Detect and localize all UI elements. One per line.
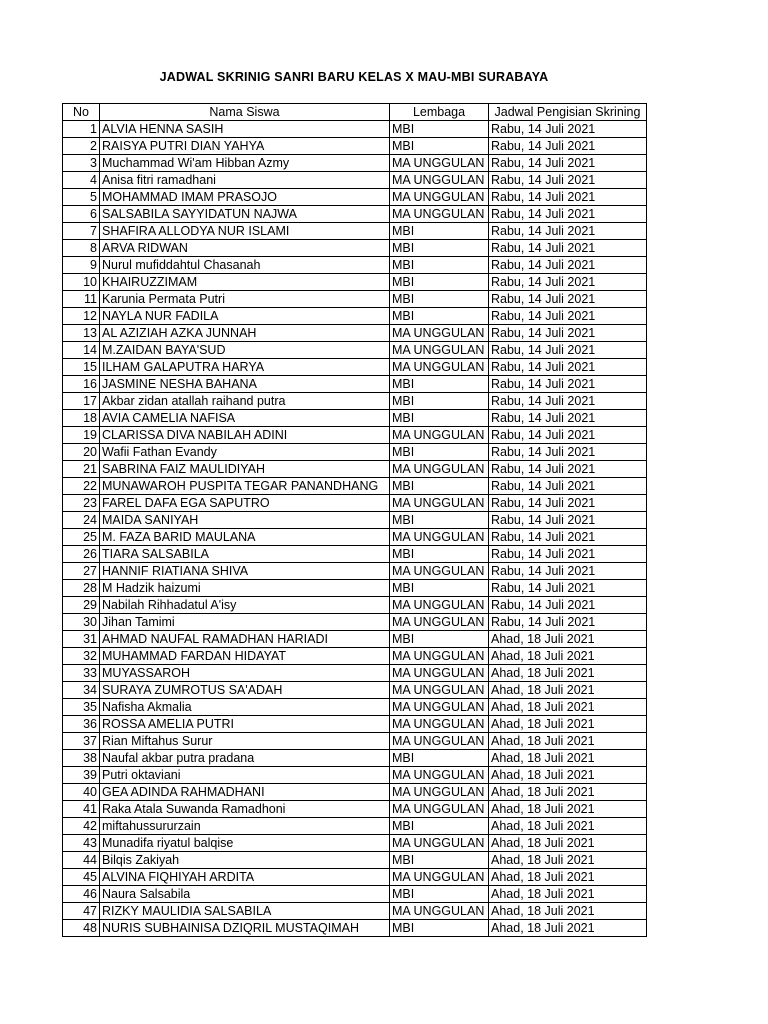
row-number: 13 [63, 325, 100, 342]
row-number: 15 [63, 359, 100, 376]
table-row [63, 546, 647, 563]
row-number: 32 [63, 648, 100, 665]
student-name: Jihan Tamimi [100, 614, 390, 631]
table-row [63, 257, 647, 274]
student-name: Munadifa riyatul balqise [100, 835, 390, 852]
schedule-date: Rabu, 14 Juli 2021 [489, 189, 647, 206]
header-no: No [63, 104, 100, 121]
student-name: Karunia Permata Putri [100, 291, 390, 308]
table-row [63, 580, 647, 597]
table-row [63, 886, 647, 903]
student-name: MUNAWAROH PUSPITA TEGAR PANANDHANG [100, 478, 390, 495]
schedule-date: Rabu, 14 Juli 2021 [489, 580, 647, 597]
document-title: JADWAL SKRINIG SANRI BARU KELAS X MAU-MBI SURABAYA [159, 70, 549, 84]
schedule-date: Rabu, 14 Juli 2021 [489, 512, 647, 529]
schedule-date: Rabu, 14 Juli 2021 [489, 478, 647, 495]
schedule-date: Rabu, 14 Juli 2021 [489, 444, 647, 461]
table-row [63, 427, 647, 444]
table-row [63, 359, 647, 376]
schedule-date: Ahad, 18 Juli 2021 [489, 716, 647, 733]
institution: MA UNGGULAN [390, 529, 489, 546]
row-number: 37 [63, 733, 100, 750]
student-name: ALVIA HENNA SASIH [100, 121, 390, 138]
institution: MA UNGGULAN [390, 801, 489, 818]
table-row [63, 206, 647, 223]
row-number: 26 [63, 546, 100, 563]
student-name: CLARISSA DIVA NABILAH ADINI [100, 427, 390, 444]
institution: MA UNGGULAN [390, 427, 489, 444]
table-row [63, 648, 647, 665]
student-name: FAREL DAFA EGA SAPUTRO [100, 495, 390, 512]
table-row [63, 121, 647, 138]
schedule-date: Rabu, 14 Juli 2021 [489, 359, 647, 376]
schedule-date: Ahad, 18 Juli 2021 [489, 835, 647, 852]
row-number: 7 [63, 223, 100, 240]
row-number: 5 [63, 189, 100, 206]
row-number: 38 [63, 750, 100, 767]
institution: MBI [390, 138, 489, 155]
table-row [63, 189, 647, 206]
institution: MBI [390, 546, 489, 563]
table-row [63, 325, 647, 342]
schedule-date: Rabu, 14 Juli 2021 [489, 563, 647, 580]
institution: MA UNGGULAN [390, 665, 489, 682]
institution: MBI [390, 240, 489, 257]
schedule-date: Ahad, 18 Juli 2021 [489, 852, 647, 869]
row-number: 19 [63, 427, 100, 444]
schedule-date: Ahad, 18 Juli 2021 [489, 784, 647, 801]
schedule-date: Rabu, 14 Juli 2021 [489, 529, 647, 546]
schedule-date: Rabu, 14 Juli 2021 [489, 342, 647, 359]
student-name: MUYASSAROH [100, 665, 390, 682]
student-name: MAIDA SANIYAH [100, 512, 390, 529]
schedule-date: Ahad, 18 Juli 2021 [489, 920, 647, 937]
table-row [63, 495, 647, 512]
table-row [63, 665, 647, 682]
student-name: M.ZAIDAN BAYA'SUD [100, 342, 390, 359]
institution: MA UNGGULAN [390, 835, 489, 852]
table-row [63, 138, 647, 155]
table-row [63, 716, 647, 733]
row-number: 11 [63, 291, 100, 308]
student-name: SABRINA FAIZ MAULIDIYAH [100, 461, 390, 478]
row-number: 4 [63, 172, 100, 189]
schedule-date: Ahad, 18 Juli 2021 [489, 818, 647, 835]
table-row [63, 478, 647, 495]
schedule-date: Rabu, 14 Juli 2021 [489, 546, 647, 563]
table-row [63, 682, 647, 699]
table-row [63, 631, 647, 648]
schedule-date: Rabu, 14 Juli 2021 [489, 240, 647, 257]
table-row [63, 784, 647, 801]
schedule-date: Ahad, 18 Juli 2021 [489, 886, 647, 903]
student-name: AL AZIZIAH AZKA JUNNAH [100, 325, 390, 342]
student-name: SHAFIRA ALLODYA NUR ISLAMI [100, 223, 390, 240]
student-name: NAYLA NUR FADILA [100, 308, 390, 325]
student-name: M Hadzik haizumi [100, 580, 390, 597]
row-number: 1 [63, 121, 100, 138]
institution: MA UNGGULAN [390, 172, 489, 189]
institution: MA UNGGULAN [390, 767, 489, 784]
header-lembaga: Lembaga [390, 104, 489, 121]
schedule-date: Ahad, 18 Juli 2021 [489, 869, 647, 886]
institution: MA UNGGULAN [390, 206, 489, 223]
student-name: Putri oktaviani [100, 767, 390, 784]
schedule-date: Rabu, 14 Juli 2021 [489, 274, 647, 291]
table-row [63, 767, 647, 784]
student-name: TIARA SALSABILA [100, 546, 390, 563]
student-name: HANNIF RIATIANA SHIVA [100, 563, 390, 580]
student-name: JASMINE NESHA BAHANA [100, 376, 390, 393]
row-number: 8 [63, 240, 100, 257]
schedule-date: Ahad, 18 Juli 2021 [489, 699, 647, 716]
row-number: 42 [63, 818, 100, 835]
student-name: SALSABILA SAYYIDATUN NAJWA [100, 206, 390, 223]
table-row [63, 733, 647, 750]
student-name: Nurul mufiddahtul Chasanah [100, 257, 390, 274]
row-number: 44 [63, 852, 100, 869]
institution: MBI [390, 223, 489, 240]
student-name: AVIA CAMELIA NAFISA [100, 410, 390, 427]
student-name: Nafisha Akmalia [100, 699, 390, 716]
institution: MA UNGGULAN [390, 342, 489, 359]
row-number: 43 [63, 835, 100, 852]
table-row [63, 461, 647, 478]
institution: MA UNGGULAN [390, 716, 489, 733]
student-name: Naura Salsabila [100, 886, 390, 903]
table-header-row [63, 104, 647, 121]
schedule-date: Ahad, 18 Juli 2021 [489, 682, 647, 699]
student-name: RIZKY MAULIDIA SALSABILA [100, 903, 390, 920]
schedule-date: Rabu, 14 Juli 2021 [489, 257, 647, 274]
table-row [63, 512, 647, 529]
schedule-date: Ahad, 18 Juli 2021 [489, 750, 647, 767]
row-number: 23 [63, 495, 100, 512]
row-number: 45 [63, 869, 100, 886]
row-number: 41 [63, 801, 100, 818]
schedule-date: Rabu, 14 Juli 2021 [489, 495, 647, 512]
table-row [63, 869, 647, 886]
institution: MA UNGGULAN [390, 682, 489, 699]
institution: MA UNGGULAN [390, 563, 489, 580]
row-number: 25 [63, 529, 100, 546]
student-name: miftahussururzain [100, 818, 390, 835]
institution: MBI [390, 308, 489, 325]
institution: MA UNGGULAN [390, 461, 489, 478]
institution: MBI [390, 886, 489, 903]
row-number: 2 [63, 138, 100, 155]
schedule-date: Ahad, 18 Juli 2021 [489, 631, 647, 648]
schedule-date: Rabu, 14 Juli 2021 [489, 223, 647, 240]
institution: MBI [390, 376, 489, 393]
student-name: M. FAZA BARID MAULANA [100, 529, 390, 546]
institution: MA UNGGULAN [390, 325, 489, 342]
institution: MBI [390, 512, 489, 529]
table-row [63, 529, 647, 546]
table-row [63, 563, 647, 580]
table-row [63, 835, 647, 852]
row-number: 6 [63, 206, 100, 223]
institution: MBI [390, 257, 489, 274]
row-number: 47 [63, 903, 100, 920]
institution: MA UNGGULAN [390, 189, 489, 206]
table-row [63, 750, 647, 767]
student-name: NURIS SUBHAINISA DZIQRIL MUSTAQIMAH [100, 920, 390, 937]
institution: MA UNGGULAN [390, 903, 489, 920]
institution: MBI [390, 852, 489, 869]
table-row [63, 801, 647, 818]
schedule-date: Ahad, 18 Juli 2021 [489, 665, 647, 682]
header-jadwal: Jadwal Pengisian Skrining [489, 104, 647, 121]
student-name: AHMAD NAUFAL RAMADHAN HARIADI [100, 631, 390, 648]
institution: MBI [390, 818, 489, 835]
institution: MA UNGGULAN [390, 495, 489, 512]
row-number: 21 [63, 461, 100, 478]
row-number: 35 [63, 699, 100, 716]
row-number: 24 [63, 512, 100, 529]
table-row [63, 614, 647, 631]
institution: MBI [390, 291, 489, 308]
row-number: 12 [63, 308, 100, 325]
row-number: 3 [63, 155, 100, 172]
table-row [63, 699, 647, 716]
student-name: Muchammad Wi'am Hibban Azmy [100, 155, 390, 172]
row-number: 40 [63, 784, 100, 801]
student-name: ILHAM GALAPUTRA HARYA [100, 359, 390, 376]
schedule-date: Rabu, 14 Juli 2021 [489, 325, 647, 342]
institution: MBI [390, 750, 489, 767]
student-name: Anisa fitri ramadhani [100, 172, 390, 189]
schedule-date: Rabu, 14 Juli 2021 [489, 597, 647, 614]
row-number: 18 [63, 410, 100, 427]
table-row [63, 597, 647, 614]
schedule-date: Rabu, 14 Juli 2021 [489, 614, 647, 631]
institution: MBI [390, 121, 489, 138]
institution: MBI [390, 274, 489, 291]
schedule-date: Rabu, 14 Juli 2021 [489, 206, 647, 223]
institution: MA UNGGULAN [390, 733, 489, 750]
student-name: ALVINA FIQHIYAH ARDITA [100, 869, 390, 886]
institution: MA UNGGULAN [390, 359, 489, 376]
table-row [63, 155, 647, 172]
schedule-date: Rabu, 14 Juli 2021 [489, 393, 647, 410]
institution: MBI [390, 920, 489, 937]
student-name: Akbar zidan atallah raihand putra [100, 393, 390, 410]
schedule-date: Rabu, 14 Juli 2021 [489, 376, 647, 393]
row-number: 36 [63, 716, 100, 733]
row-number: 16 [63, 376, 100, 393]
schedule-date: Ahad, 18 Juli 2021 [489, 801, 647, 818]
schedule-date: Rabu, 14 Juli 2021 [489, 155, 647, 172]
institution: MA UNGGULAN [390, 614, 489, 631]
row-number: 46 [63, 886, 100, 903]
table-row [63, 240, 647, 257]
row-number: 17 [63, 393, 100, 410]
student-name: MUHAMMAD FARDAN HIDAYAT [100, 648, 390, 665]
table-row [63, 172, 647, 189]
table-row [63, 291, 647, 308]
row-number: 22 [63, 478, 100, 495]
institution: MBI [390, 580, 489, 597]
schedule-table [62, 103, 647, 937]
student-name: SURAYA ZUMROTUS SA'ADAH [100, 682, 390, 699]
student-name: Rian Miftahus Surur [100, 733, 390, 750]
institution: MA UNGGULAN [390, 597, 489, 614]
institution: MBI [390, 631, 489, 648]
student-name: Bilqis Zakiyah [100, 852, 390, 869]
student-name: MOHAMMAD IMAM PRASOJO [100, 189, 390, 206]
table-row [63, 223, 647, 240]
schedule-date: Rabu, 14 Juli 2021 [489, 410, 647, 427]
header-nama-siswa: Nama Siswa [100, 104, 390, 121]
table-row [63, 444, 647, 461]
schedule-date: Rabu, 14 Juli 2021 [489, 172, 647, 189]
institution: MA UNGGULAN [390, 869, 489, 886]
schedule-date: Rabu, 14 Juli 2021 [489, 308, 647, 325]
row-number: 9 [63, 257, 100, 274]
row-number: 20 [63, 444, 100, 461]
schedule-date: Ahad, 18 Juli 2021 [489, 903, 647, 920]
schedule-date: Ahad, 18 Juli 2021 [489, 648, 647, 665]
table-row [63, 308, 647, 325]
student-name: Raka Atala Suwanda Ramadhoni [100, 801, 390, 818]
institution: MA UNGGULAN [390, 784, 489, 801]
table-row [63, 920, 647, 937]
table-row [63, 410, 647, 427]
student-name: Nabilah Rihhadatul A'isy [100, 597, 390, 614]
table-row [63, 903, 647, 920]
row-number: 31 [63, 631, 100, 648]
student-name: ARVA RIDWAN [100, 240, 390, 257]
row-number: 34 [63, 682, 100, 699]
row-number: 39 [63, 767, 100, 784]
student-name: Naufal akbar putra pradana [100, 750, 390, 767]
table-row [63, 376, 647, 393]
student-name: Wafii Fathan Evandy [100, 444, 390, 461]
institution: MBI [390, 444, 489, 461]
table-row [63, 393, 647, 410]
institution: MA UNGGULAN [390, 648, 489, 665]
row-number: 28 [63, 580, 100, 597]
row-number: 14 [63, 342, 100, 359]
institution: MBI [390, 478, 489, 495]
row-number: 30 [63, 614, 100, 631]
row-number: 29 [63, 597, 100, 614]
schedule-date: Rabu, 14 Juli 2021 [489, 138, 647, 155]
institution: MBI [390, 410, 489, 427]
row-number: 27 [63, 563, 100, 580]
row-number: 33 [63, 665, 100, 682]
student-name: RAISYA PUTRI DIAN YAHYA [100, 138, 390, 155]
schedule-date: Rabu, 14 Juli 2021 [489, 291, 647, 308]
schedule-date: Rabu, 14 Juli 2021 [489, 427, 647, 444]
table-row [63, 274, 647, 291]
institution: MA UNGGULAN [390, 155, 489, 172]
schedule-date: Ahad, 18 Juli 2021 [489, 733, 647, 750]
institution: MA UNGGULAN [390, 699, 489, 716]
table-row [63, 818, 647, 835]
student-name: ROSSA AMELIA PUTRI [100, 716, 390, 733]
schedule-date: Rabu, 14 Juli 2021 [489, 461, 647, 478]
student-name: GEA ADINDA RAHMADHANI [100, 784, 390, 801]
schedule-date: Rabu, 14 Juli 2021 [489, 121, 647, 138]
schedule-date: Ahad, 18 Juli 2021 [489, 767, 647, 784]
student-name: KHAIRUZZIMAM [100, 274, 390, 291]
row-number: 10 [63, 274, 100, 291]
institution: MBI [390, 393, 489, 410]
row-number: 48 [63, 920, 100, 937]
table-row [63, 342, 647, 359]
table-body [63, 121, 647, 937]
table-row [63, 852, 647, 869]
